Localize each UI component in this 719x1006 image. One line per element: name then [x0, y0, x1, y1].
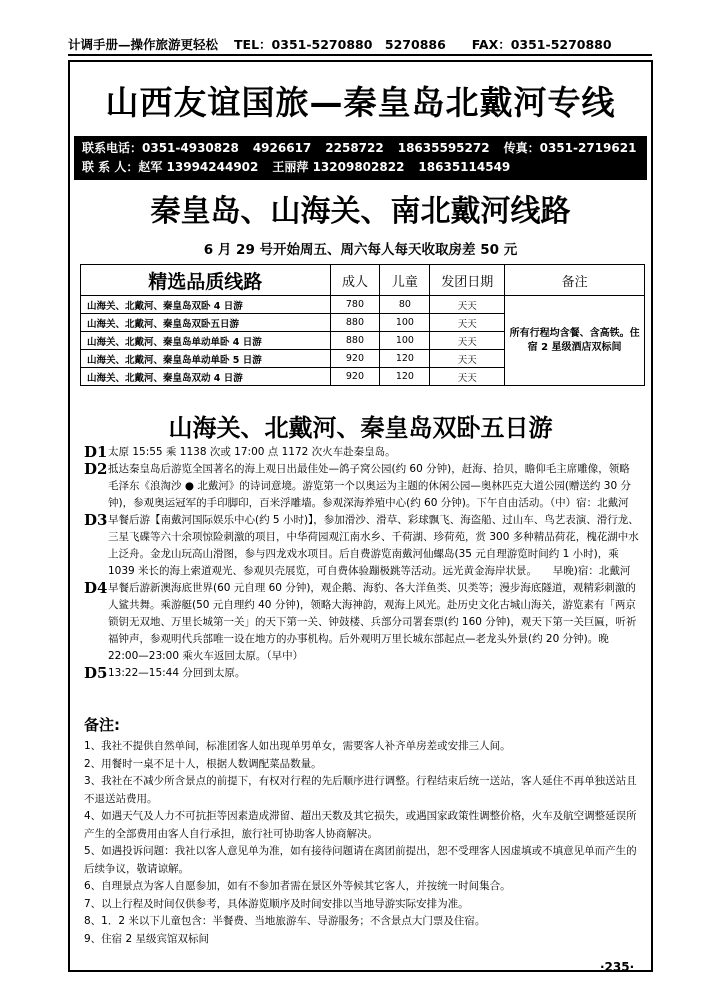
contact-phone-3: 2258722 — [325, 141, 384, 155]
route-name: 山海关、北戴河、秦皇岛单动单卧 5 日游 — [81, 350, 331, 368]
day-label: D2 — [84, 460, 108, 478]
contact-fax: 传真：0351-2719621 — [503, 141, 637, 155]
route-date: 天天 — [430, 314, 505, 332]
header-departure-date: 发团日期 — [430, 265, 505, 296]
contact-bar — [74, 136, 647, 180]
note-item: 7、以上行程及时间仅供参考，具体游览顺序及时间安排以当地导游实际安排为准。 — [84, 897, 469, 910]
route-title: 秦皇岛、山海关、南北戴河线路 — [150, 194, 571, 229]
contact-line-phones — [82, 139, 639, 158]
itinerary — [84, 444, 640, 682]
header-slogan: 计调手册—操作旅游更轻松 — [68, 37, 219, 52]
header-child: 儿童 — [380, 265, 430, 296]
notes-list — [84, 738, 640, 948]
contact-person-3: 18635114549 — [418, 160, 511, 174]
contact-phone-4: 18635595272 — [397, 141, 490, 155]
header-strip — [68, 34, 652, 56]
notice-line: 6 月 29 号开始周五、周六每人每天收取房差 50 元 — [203, 242, 518, 258]
header-fax: FAX：0351-5270880 — [471, 37, 612, 52]
note-item: 4、如遇天气及人力不可抗拒等因素造成滞留、超出天数及其它损失，或遇国家政策性调整价格，火车及航空调整延误所产生的全部费用由客人自行承担，旅行社可协助客人协商解决。 — [84, 810, 637, 840]
day-text: 太原 15:55 乘 1138 次或 17:00 点 1172 次火车赴秦皇岛。 — [108, 446, 396, 458]
route-child-price: 80 — [380, 296, 430, 314]
header-adult: 成人 — [330, 265, 380, 296]
itinerary-day — [84, 665, 640, 682]
route-date: 天天 — [430, 332, 505, 350]
note-item: 5、如遇投诉问题：我社以客人意见单为准，如有接待问题请在离团前提出，恕不受理客人因虚填或不填意见单而产生的后续争议，敬请谅解。 — [84, 845, 637, 875]
route-child-price: 120 — [380, 350, 430, 368]
route-adult-price: 920 — [330, 368, 380, 386]
day-text: 早餐后游新澳海底世界(60 元自理 60 分钟)，观企鹅、海豹、各大洋鱼类、贝类等；漫步海底隧道，观精彩刺激的人鲨共舞。乘游艇(50 元自理约 40 分钟)，领略大海神韵，观海上风光。赴历史文化古城山海关，游览素有「两京锁钥无双地、万里长城第一关」的天下第一关、钟鼓楼、兵部分司署套票(约 160 分钟)，观天下第一关巨匾，听祈福钟声，参观明代兵部唯一设在地方的办事机构。后外观明万里长城东部起点—老龙头外景(约 20 分钟)。晚 22:00—23:00 乘火车返回太原。（早中） — [108, 582, 637, 662]
day-text: 早餐后游【南戴河国际娱乐中心(约 5 小时)】，参加滑沙、滑草、彩球飘飞、海盗船、过山车、鸟艺表演、滑行龙、三星飞碟等六十余项惊险刺激的项目，中华荷园观江南水乡、千荷湖、珍荷苑，赏 300 多种精品荷花，槐花湖中水上泛舟。金龙山玩高山滑图，参与四龙戏水项目。后自费游览南戴河仙螺岛(35 元自理游览时间约 1 小时)，乘 1039 米长的海上索道观光、参观贝壳展览，可自费体验蹦极跳等活动。远光黄金海岸状景。 早晚)宿：北戴河 — [108, 514, 639, 577]
route-child-price: 120 — [380, 368, 430, 386]
header-remark: 备注 — [505, 265, 645, 296]
contact-person-2: 王丽萍 13209802822 — [272, 160, 405, 174]
main-title: 山西友谊国旅—秦皇岛北戴河专线 — [105, 82, 616, 122]
routes-table-header — [81, 265, 645, 296]
route-name: 山海关、北戴河、秦皇岛双卧五日游 — [81, 314, 331, 332]
day-label: D4 — [84, 579, 108, 597]
route-adult-price: 880 — [330, 332, 380, 350]
contact-line-persons — [82, 158, 639, 177]
route-adult-price: 780 — [330, 296, 380, 314]
page-frame — [68, 60, 653, 972]
header-tel: TEL：0351-5270880 5270886 — [234, 37, 446, 52]
table-row — [81, 296, 645, 314]
itinerary-day — [84, 512, 640, 580]
page-number: ·235· — [600, 960, 635, 974]
route-adult-price: 880 — [330, 314, 380, 332]
route-name: 山海关、北戴河、秦皇岛双动 4 日游 — [81, 368, 331, 386]
route-child-price: 100 — [380, 332, 430, 350]
contact-phone-1: 联系电话：0351-4930828 — [82, 141, 239, 155]
itinerary-day — [84, 461, 640, 512]
note-item: 6、自理景点为客人自愿参加，如有不参加者需在景区外等候其它客人，并按统一时间集合。 — [84, 880, 511, 892]
contact-phone-2: 4926617 — [252, 141, 312, 155]
route-remark: 所有行程均含餐、含高铁。住宿 2 星级酒店双标间 — [505, 296, 645, 386]
route-date: 天天 — [430, 368, 505, 386]
day-label: D3 — [84, 511, 108, 529]
route-child-price: 100 — [380, 314, 430, 332]
note-item: 3、我社在不减少所含景点的前提下，有权对行程的先后顺序进行调整。行程结束后统一送站，客人延住不再单独送站且不退送站费用。 — [84, 775, 637, 805]
note-item: 9、住宿 2 星级宾馆双标间 — [84, 932, 210, 945]
itinerary-day — [84, 444, 640, 461]
route-adult-price: 920 — [330, 350, 380, 368]
day-text: 抵达秦皇岛后游览全国著名的海上观日出最佳处—鸽子窝公园(约 60 分钟)，赶海、拾贝，瞻仰毛主席雕像，领略毛泽东《浪淘沙 ● 北戴河》的诗词意境。游览第一个以奥运为主题的休闲公园—奥林匹克大道公园(赠送约 30 分钟)，参观奥运冠军的手印脚印，百米浮雕墙。参观深海养殖中心(约 60 分钟)。下午自由活动。（中）宿：北戴河 — [108, 463, 631, 509]
route-date: 天天 — [430, 350, 505, 368]
note-item: 1、我社不提供自然单间，标准团客人如出现单男单女，需要客人补齐单房差或安排三人间。 — [84, 740, 511, 752]
route-name: 山海关、北戴河、秦皇岛单动单卧 4 日游 — [81, 332, 331, 350]
itinerary-day — [84, 580, 640, 665]
routes-table — [80, 264, 645, 386]
trip-title: 山海关、北戴河、秦皇岛双卧五日游 — [168, 413, 553, 442]
day-label: D1 — [84, 443, 108, 461]
route-name: 山海关、北戴河、秦皇岛双卧 4 日游 — [81, 296, 331, 314]
day-label: D5 — [84, 664, 108, 682]
header-selected-routes: 精选品质线路 — [81, 265, 331, 296]
route-date: 天天 — [430, 296, 505, 314]
contact-person-1: 联 系 人：赵军 13994244902 — [82, 160, 259, 174]
day-text: 13:22—15:44 分回到太原。 — [108, 667, 246, 679]
note-item: 2、用餐时一桌不足十人，根据人数调配菜品数量。 — [84, 757, 322, 770]
note-item: 8、1．2 米以下儿童包含：半餐费、当地旅游车、导游服务；不含景点大门票及住宿。 — [84, 915, 486, 927]
notes-title: 备注: — [84, 716, 120, 734]
